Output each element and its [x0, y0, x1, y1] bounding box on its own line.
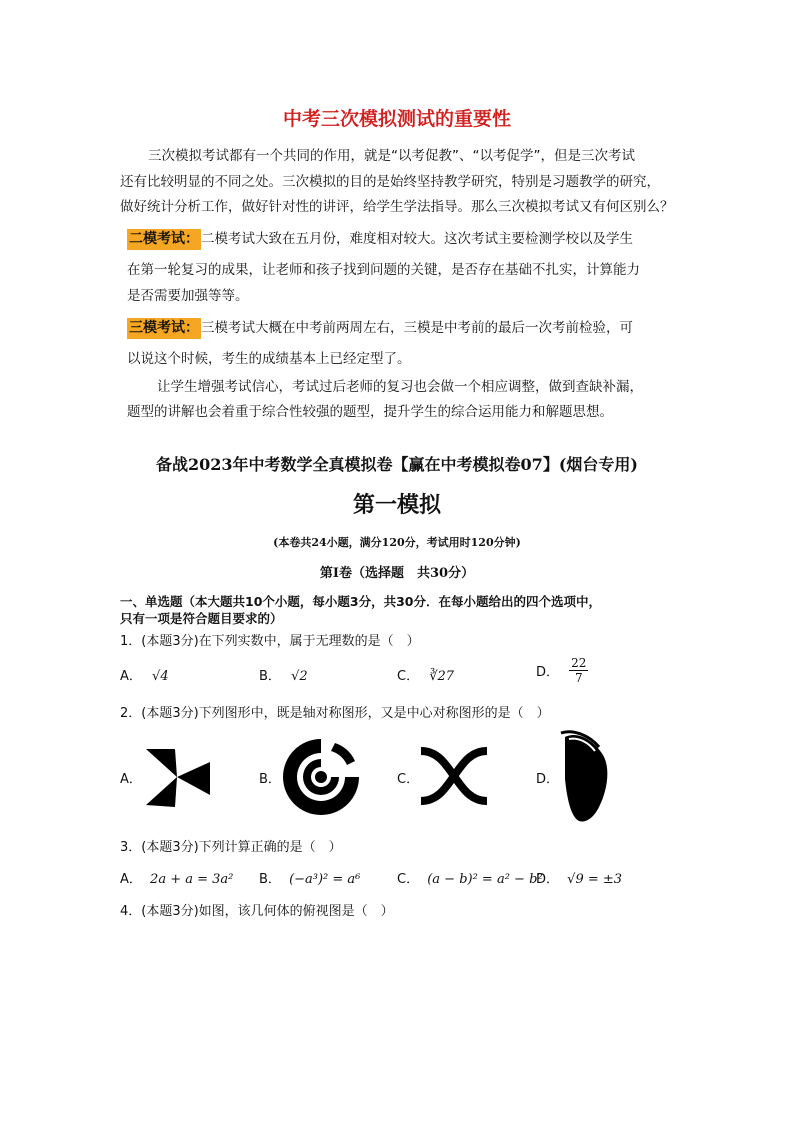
q2-figure-d-curled-shape: [559, 729, 611, 825]
q3-option-a-text: 2a + a = 3a²: [150, 872, 234, 887]
intro-p1-line3: 做好统计分析工作，做好针对性的讲评，给学生学法指导。那么三次模拟考试又有何区别么？: [120, 199, 674, 215]
intro-p4-line1: 让学生增强考试信心，考试过后老师的复习也会做一个相应调整，做到查缺补漏，: [157, 379, 643, 395]
q1-option-b: [259, 665, 308, 684]
q3-option-b-text: (−a³)² = a⁶: [289, 872, 361, 887]
q3-option-b: [259, 868, 360, 887]
q1-stem: 1．(本题3分)在下列实数中，属于无理数的是（ ）: [120, 634, 420, 649]
q2-stem: 2．(本题3分)下列图形中，既是轴对称图形，又是中心对称图形的是（ ）: [120, 706, 550, 721]
q4-stem: 4．(本题3分)如图，该几何体的俯视图是（ ）: [120, 904, 394, 919]
q1-option-c-letter: C．: [397, 669, 420, 684]
section-line2: 只有一项是符合题目要求的）: [120, 611, 283, 626]
second-mock-line2: 在第一轮复习的成果，让老师和孩子找到问题的关键，是否存在基础不扎实，计算能力: [127, 262, 640, 278]
q3-option-c-letter: C．: [397, 872, 420, 887]
q2-option-a-letter: A．: [120, 772, 142, 787]
q3-option-c: [397, 868, 543, 887]
q1-option-b-text: √2: [291, 669, 308, 684]
q3-option-b-letter: B．: [259, 872, 281, 887]
third-mock-tag: 三模考试：: [127, 318, 201, 339]
second-mock-tag: 二模考试：: [127, 229, 201, 250]
intro-p1-line1: 三次模拟考试都有一个共同的作用，就是“以考促教”、“以考促学”，但是三次考试: [148, 148, 635, 164]
q3-option-c-text: (a − b)² = a² − b²: [427, 872, 543, 887]
second-mock-line1: [127, 227, 633, 252]
q1-option-d: [536, 656, 588, 685]
third-mock-line1: [127, 316, 633, 341]
exam-heading: 备战2023年中考数学全真模拟卷【赢在中考模拟卷07】(烟台专用): [156, 455, 638, 474]
second-mock-line3: 是否需要加强等等。: [127, 288, 249, 304]
third-mock-text1: 三模考试大概在中考前两周左右，三模是中考前的最后一次考前检验，可: [201, 320, 633, 336]
exam-part: 第Ⅰ卷（选择题 共30分）: [319, 566, 475, 581]
q2-figure-b-spiral: [279, 735, 363, 819]
q1-option-d-denominator: 7: [574, 671, 583, 685]
q1-option-b-letter: B．: [259, 669, 281, 684]
second-mock-text1: 二模考试大致在五月份，难度相对较大。这次考试主要检测学校以及学生: [201, 231, 633, 247]
q1-option-d-numerator: 22: [571, 656, 587, 670]
exam-title: 第一模拟: [352, 493, 441, 518]
q1-option-d-letter: D．: [536, 665, 560, 680]
q3-option-d-letter: D．: [536, 872, 560, 887]
q1-option-a: [120, 665, 169, 684]
q2-option-c-letter: C．: [397, 772, 420, 787]
q1-option-c: [397, 665, 454, 684]
q1-option-c-text: ∛27: [429, 669, 455, 684]
section-line1: 一、单选题（本大题共10个小题，每小题3分，共30分．在每小题给出的四个选项中，: [120, 594, 601, 609]
exam-note: (本卷共24小题，满分120分，考试用时120分钟): [273, 536, 521, 549]
q2-option-d-letter: D．: [536, 772, 560, 787]
q2-option-b-letter: B．: [259, 772, 281, 787]
q1-option-a-text: √4: [152, 669, 169, 684]
q1-option-d-fraction: [569, 656, 588, 685]
q2-figure-c-crossed-arcs: [419, 747, 489, 805]
q3-option-d-text: √9 = ±3: [567, 872, 623, 887]
q3-option-d: [536, 868, 622, 887]
q1-option-a-letter: A．: [120, 669, 142, 684]
q2-figure-a-bowtie-triangles: [142, 745, 212, 809]
q3-option-a: [120, 868, 233, 887]
intro-p4-line2: 题型的讲解也会着重于综合性较强的题型，提升学生的综合运用能力和解题思想。: [127, 404, 613, 420]
q3-option-a-letter: A．: [120, 872, 142, 887]
intro-title: 中考三次模拟测试的重要性: [282, 108, 511, 130]
intro-p1-line2: 还有比较明显的不同之处。三次模拟的目的是始终坚持教学研究，特别是习题教学的研究，: [120, 174, 660, 190]
third-mock-line2: 以说这个时候，考生的成绩基本上已经定型了。: [127, 351, 411, 367]
q3-stem: 3．(本题3分)下列计算正确的是（ ）: [120, 840, 342, 855]
